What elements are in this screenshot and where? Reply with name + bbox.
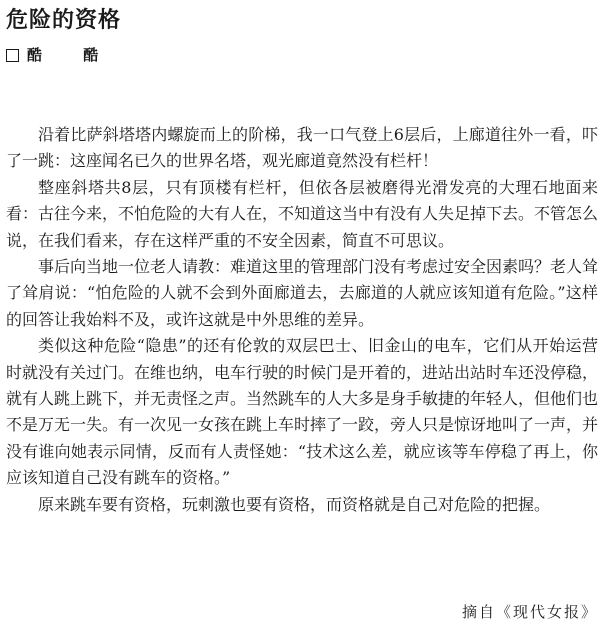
author-line	[6, 45, 116, 65]
author-name: 酷 酷	[27, 46, 117, 64]
paragraph: 类似这种危险“隐患”的还有伦敦的双层巴士、旧金山的电车，它们从开始运营时就没有关过门。在维也纳，电车行驶的时候门是开着的，进站出站时车还没停稳，就有人跳上跳下，并无责怪之声。当然跳车的人大多是身手敏捷的年轻人，但他们也不是万无一失。有一次见一女孩在跳上车时摔了一跤，旁人只是惊讶地叫了一声，并没有谁向她表示同情，反而有人责怪她：“技术这么差，就应该等车停稳了再上，你应该知道自己没有跳车的资格。”	[6, 336, 599, 488]
article-body	[6, 122, 598, 518]
paragraph: 原来跳车要有资格，玩刺激也要有资格，而资格就是自己对危险的把握。	[38, 494, 551, 514]
article-title: 危险的资格	[6, 8, 122, 33]
paragraph: 沿着比萨斜塔塔内螺旋而上的阶梯，我一口气登上6层后，上廊道往外一看，吓了一跳：这座闻名已久的世界名塔，观光廊道竟然没有栏杆！	[6, 125, 598, 171]
paragraph: 事后向当地一位老人请教：难道这里的管理部门没有考虑过安全因素吗？老人耸了耸肩说：“怕危险的人就不会到外面廊道去，去廊道的人就应该知道有危险。”这样的回答让我始料不及，或许这就是中外思维的差异。	[6, 257, 599, 329]
source-attribution: 摘自《现代女报》	[461, 603, 598, 621]
paragraph: 整座斜塔共8层，只有顶楼有栏杆，但依各层被磨得光滑发亮的大理石地面来看：古往今来，不怕危险的大有人在，不知道这当中有没有人失足掉下去。不管怎么说，在我们看来，存在这样严重的不安全因素，简直不可思议。	[6, 177, 599, 250]
square-bullet-icon	[6, 49, 19, 62]
